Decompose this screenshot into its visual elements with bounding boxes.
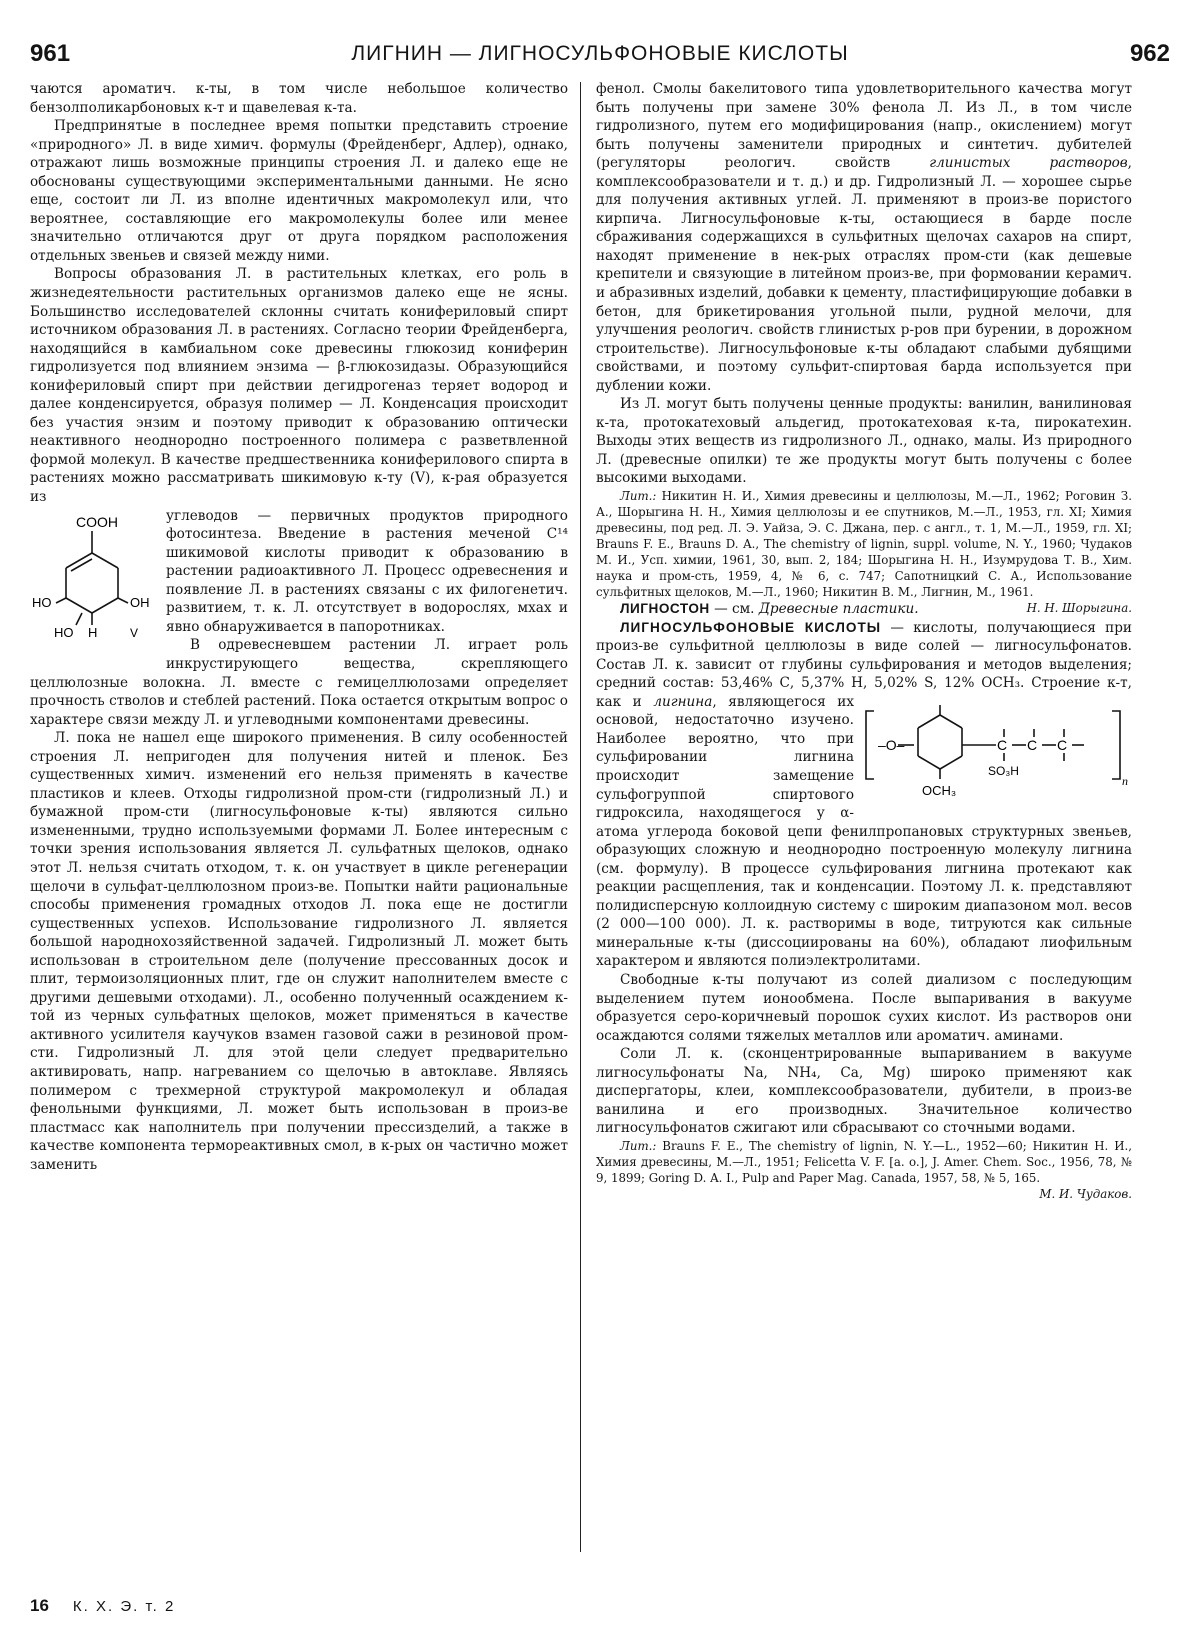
left-column <box>30 80 568 1570</box>
author-signature: Н. Н. Шорыгина. <box>1026 601 1132 616</box>
entry-lignoston: ЛИГНОСТОН — см. Древесные пластики. <box>620 601 919 618</box>
paragraph: Л. пока не нашел еще широкого применения. В силу особенностей строения Л. непригоден для получения нитей и пленок. Без существенных химич. изменений его нельзя применять в качестве пластиков и клеев. Отходы гидролизной пром-сти (гидролизный Л.) и бумажной пром-сти (лигносульфоновые к-ты) являются сильно измененными, трудно используемыми формами Л. Более интересным с точки зрения использования является Л. сульфатных щелоков, однако этот Л. нельзя считать отходом, т. к. он участвует в цикле регенерации щелочи в сульфат-целлюлозном произ-ве. Попытки найти рациональные способы применения громадных отходов Л. пока еще не достигли существенных успехов. Использование гидролизного Л. является большой народнохозяйственной задачей. Гидролизный Л. может быть использован в строительном деле (получение прессованных досок и плит, термоизоляционных плит, где он служит наполнителем вместе с другими дешевыми отходами). Л., особенно полученный осаждением к-той из черных сульфатных щелоков, может применяться в качестве активного усилителя каучуков взамен газовой сажи в резиновой пром-сти. Гидролизный Л. для этой цели следует предварительно активировать, напр. нагреванием со щелочью в автоклаве. Являясь полимером с трехмерной структурой макромолекул и обладая фенольными функциями, Л. может быть использован в произ-ве пластмасс как наполнитель при получении прессизделий, а также в качестве компонента термореактивных смол, в к-рых он частично может заменить <box>30 730 568 1173</box>
page-number-left: 961 <box>30 40 71 67</box>
running-title: ЛИГНИН — ЛИГНОСУЛЬФОНОВЫЕ КИСЛОТЫ <box>351 42 849 65</box>
formula-so3h: SO₃H <box>988 763 1019 778</box>
column-divider <box>580 82 581 1552</box>
footer-signature <box>30 1596 175 1616</box>
paragraph: чаются ароматич. к-ты, в том числе небольшое количество бензолполикарбоновых к-т и щавелевая к-та. <box>30 81 568 116</box>
formula-ho-bottom: HO <box>54 624 74 640</box>
formula-och3: OCH₃ <box>922 782 957 798</box>
paragraph: Из Л. могут быть получены ценные продукты: ванилин, ванилиновая к-та, протокатеховый альдегид, протокатеховая к-та, пирокатехин. Выходы этих веществ из гидролизного Л., однако, малы. Из природного Л. (древесные опилки) те же продукты могут быть получены с более высокими выходами. <box>596 396 1132 487</box>
italic-ref: глинистых растворов <box>929 155 1128 172</box>
formula-label: V <box>130 625 139 640</box>
formula-o: –O– <box>878 736 905 753</box>
formula-carbon: C <box>1027 736 1038 753</box>
formula-ho-left: HO <box>32 594 52 610</box>
formula-carbon: C <box>997 736 1008 753</box>
paragraph: Свободные к-ты получают из солей диализом с последующим выделением путем ионообмена. После выпаривания в вакууме образуется серо-коричневый порошок сухих кислот. Из растворов они осаждаются солями тяжелых металлов или ароматич. аминами. <box>596 971 1132 1044</box>
paragraph: Предпринятые в последнее время попытки представить строение «природного» Л. в виде химич. формулы (Фрейденберг, Адлер), однако, отражают лишь возможные принципы строения Л. и далеко еще не обоснованы существующими экспериментальными данными. Не ясно еще, состоит ли Л. из вполне идентичных макромолекул или, что вероятнее, составляющие его макромолекулы более или менее значительно отличаются друг от друга порядком расположения отдельных звеньев и связей между ними. <box>30 118 568 264</box>
cross-reference: Древесные пластики. <box>758 601 919 618</box>
page-number-right: 962 <box>1129 40 1170 67</box>
shikimic-acid-formula <box>30 509 158 659</box>
entry-title: ЛИГНОСТОН <box>620 601 710 617</box>
author-signature: М. И. Чудаков. <box>1039 1186 1132 1201</box>
formula-carbon: C <box>1057 736 1068 753</box>
lignosulfonate-formula <box>862 699 1132 809</box>
running-header <box>30 40 1170 74</box>
italic-ref: лигнина <box>653 693 713 710</box>
formula-cooh: COOH <box>76 513 118 530</box>
paragraph: фенол. Смолы бакелитового типа удовлетворительного качества могут быть получены при замене 30% фенола Л. Из Л., в том числе гидролизного, путем его модифицирования (напр., окислением) могут быть получены заменители природных и синтетич. дубителей (регуляторы реологич. свойств глинистых растворов, комплексообразователи и т. д.) и др. Гидролизный Л. — хорошее сырье для получения активных углей. Л. применяют в произ-ве пористого кирпича. Лигносульфоновые к-ты, остающиеся в барде после сбраживания содержащихся в сульфитных щелочах сахаров на спирт, находят применение в нек-рых отраслях пром-сти (как дешевые крепители и связующие в литейном произ-ве, при формовании керамич. и абразивных изделий, добавки к цементу, пластифицирующие добавки в бетон, для брикетирования угольной пыли, рудной мелочи, для улучшения реологич. свойств глинистых р-ров при бурении, в дорожном строительстве). Лигносульфоновые к-ты обладают слабыми дубящими свойствами, и поэтому сульфит-спиртовая барда используется при дублении кожи. <box>596 81 1132 394</box>
right-column <box>596 80 1132 1550</box>
paragraph: Соли Л. к. (сконцентрированные выпариванием в вакууме лигносульфонаты Na, NH₄, Ca, Mg) широко применяют как диспергаторы, клеи, комплексообразователи, дубители, в произ-ве ванилина и его производных. Значительное количество лигносульфонатов сжигают или сбрасывают со сточными водами. <box>596 1046 1132 1137</box>
formula-h-bottom: H <box>88 624 98 640</box>
entry-lignosulfonic-acids: ЛИГНОСУЛЬФОНОВЫЕ КИСЛОТЫ — кислоты, получающиеся при произ-ве сульфитной целлюлозы в виде солей — лигносульфонатов. Состав Л. к. зависит от глубины сульфирования и методов выделения; средний состав: 53,46% С, 5,37% Н, 5,02% S, 12% OCH₃. Строение к-т, как и лигнина –O– C C C SO₃H OCH₃ n , являющегося их основой, недостаточно изучено. Наиболее вероятно, что при сульфировании лигнина происходит замещение сульфогруппой спиртового гидроксила, находящегося у α-атома углерода боковой цепи фенилпропановых структурных звеньев, образующих сложную и неоднородно построенную молекулу лигнина (см. формулу). В процессе сульфирования лигнина протекают как реакции расщепления, так и конденсации. Поэтому Л. к. представляют полидисперсную коллоидную систему с широким диапазоном мол. весов (2 000—100 000). Л. к. растворимы в воде, титруются как сильные минеральные к-ты (диссоциированы на 60%), обладают лиофильным характером и являются полиэлектролитами. <box>596 619 1132 970</box>
sheet-number: 16 <box>30 1596 49 1615</box>
literature-list: Лит.: Никитин Н. И., Химия древесины и целлюлозы, М.—Л., 1962; Роговин З. А., Шорыгина Н. Н., Химия целлюлозы и ее спутников, М.—Л., 1953, гл. XI; Химия древесины, под ред. Л. Э. Уайза, Э. С. Джана, пер. с англ., т. 1, М.—Л., 1959, гл. XI; Brauns F. E., Brauns D. A., The chemistry of lignin, suppl. volume, N. Y., 1960; Чудаков М. И., Усп. химии, 1961, 30, вып. 2, 184; Шорыгина Н. Н., Изумрудова Т. В., Хим. наука и пром-сть, 1959, 4, № 6, с. 747; Сапотницкий С. А., Использование сульфитных щелоков, М.—Л., 1960; Никитин В. М., Лигнин, М., 1961. Н. Н. Шорыгина. <box>596 489 1132 616</box>
paragraph: Вопросы образования Л. в растительных клетках, его роль в жизнедеятельности растительных организмов далеко еще не ясны. Большинство исследователей склонны считать конифериловый спирт источником образования Л. в растениях. Согласно теории Фрейденберга, находящийся в камбиальном соке древесины глюкозид кониферин гидролизуется под влиянием энзима — β-глюкозидазы. Образующийся конифериловый спирт при действии дегидрогеназ теряет водород и далее конденсируется, образуя полимер — Л. Конденсация происходит без участия энзим и поэтому приводит к образованию оптически неактивного неоднородно построенного полимера с разветвленной формой молекул. В качестве предшественника кониферилового спирта в растениях можно рассматривать шикимовую к-ту (V), к-рая образуется из <box>30 266 568 506</box>
paragraph: В одревесневшем растении Л. играет роль инкрустирующего вещества, скрепляющего целлюлозные волокна. Л. вместе с гемицеллюлозами определяет прочность стволов и стеблей растений. Пока остается открытым вопрос о характере связи между Л. и углеводными компонентами древесины. <box>30 637 568 728</box>
entry-title: ЛИГНОСУЛЬФОНОВЫЕ КИСЛОТЫ <box>620 619 882 635</box>
formula-subscript-n: n <box>1122 773 1128 788</box>
volume-mark: К. Х. Э. т. 2 <box>72 1598 176 1615</box>
formula-oh-right: OH <box>130 594 150 610</box>
paragraph: углеводов — первичных продуктов природного фотосинтеза. Введение в растения меченой С¹⁴ шикимовой кислоты приводит к образованию в растении радиоактивного Л. Процесс одревеснения и появление Л. в растениях связаны с их филогенетич. развитием, т. к. Л. отсутствует в водорослях, мхах и явно обнаруживается в папоротниках. <box>166 507 568 635</box>
literature-list: Лит.: Brauns F. E., The chemistry of lignin, N. Y.—L., 1952—60; Никитин Н. И., Химия древесины, М.—Л., 1951; Felicetta V. F. [a. o.], J. Amer. Chem. Soc., 1956, 78, № 9, 1899; Goring D. A. I., Pulp and Paper Mag. Canada, 1957, 58, № 5, 165. М. И. Чудаков. <box>596 1138 1132 1201</box>
